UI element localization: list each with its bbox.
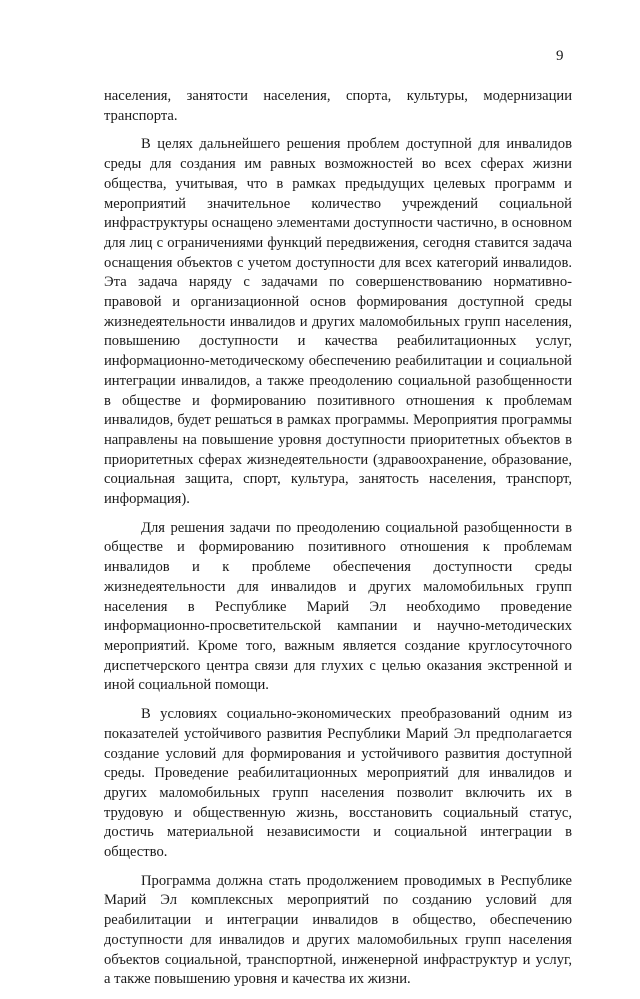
document-body xyxy=(104,87,572,999)
paragraph-socio-economic: В условиях социально-экономических преобразований одним из показателей устойчивого развития Республики Марий Эл предполагается создание условий для формирования и устойчивого развития доступной среды. Проведение реабилитационных мероприятий для инвалидов и других маломобильных групп населения позволит включить их в трудовую и общественную жизнь, восстановить социальный статус, достичь материальной независимости и социальной интеграции в общество. xyxy=(104,706,572,861)
page-number: 9 xyxy=(556,48,564,64)
paragraph-accessibility-goals: В целях дальнейшего решения проблем доступной для инвалидов среды для создания им равных возможностей во всех сферах жизни общества, учитывая, что в рамках предыдущих целевых программ и мероприятий значительное количество учреждений социальной инфраструктуры оснащено элементами доступности частично, в основном для лиц с ограничениями функций передвижения, сегодня ставится задача оснащения объектов с учетом доступности для всех категорий инвалидов. Эта задача наряду с задачами по совершенствованию нормативно-правовой и организационной основ формирования доступной среды жизнедеятельности инвалидов и других маломобильных групп населения, повышению доступности и качества реабилитационных услуг, информационно-методическому обеспечению реабилитации и социальной интеграции инвалидов, а также преодолению социальной разобщенности в обществе и формированию позитивного отношения к проблемам инвалидов, будет решаться в рамках программы. Мероприятия программы направлены на повышение уровня доступности приоритетных объектов в приоритетных сферах жизнедеятельности (здравоохранение, образование, социальная защита, спорт, культура, занятость населения, транспорт, информация). xyxy=(104,136,572,508)
paragraph-social-disconnection: Для решения задачи по преодолению социальной разобщенности в обществе и формированию позитивного отношения к проблемам инвалидов и к проблеме обеспечения доступности среды жизнедеятельности для инвалидов и других маломобильных групп населения в Республике Марий Эл необходимо проведение информационно-просветительской кампании и научно-методических мероприятий. Кроме того, важным является создание круглосуточного диспетчерского центра связи для глухих с целью оказания экстренной и иной социальной помощи. xyxy=(104,519,572,694)
paragraph-continuation: населения, занятости населения, спорта, культуры, модернизации транспорта. xyxy=(104,88,572,124)
paragraph-program-continuation: Программа должна стать продолжением проводимых в Республике Марий Эл комплексных мероприятий по созданию условий для реабилитации и интеграции инвалидов в общество, обеспечению доступности для инвалидов и других маломобильных групп населения объектов социальной, транспортной, инженерной инфраструктур и услуг, а также повышению уровня и качества их жизни. xyxy=(104,872,572,988)
